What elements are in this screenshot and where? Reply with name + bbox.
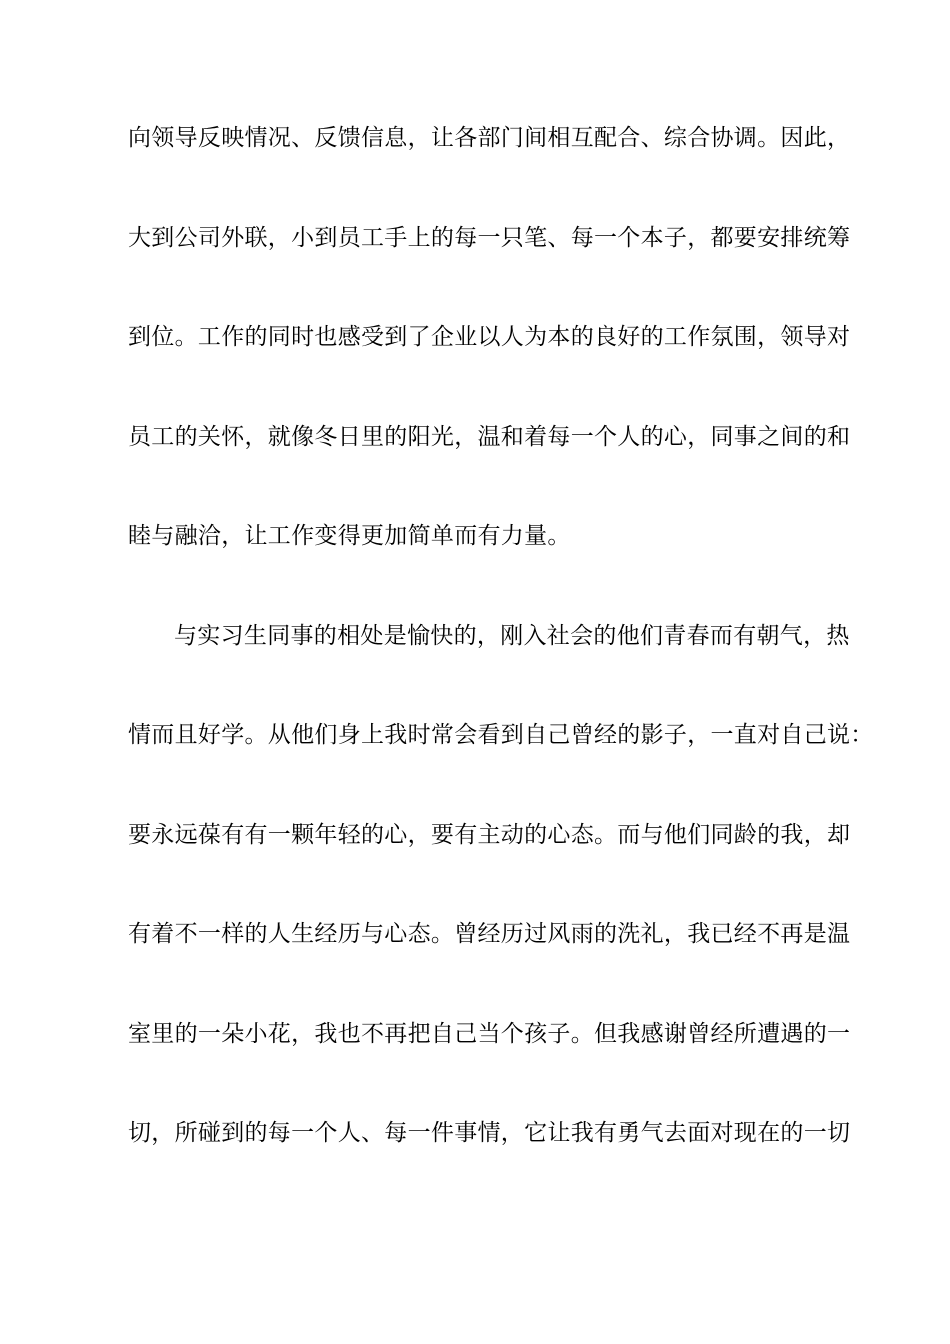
text-line: 有着不一样的人生经历与心态。曾经历过风雨的洗礼，我已经不再是温 <box>128 921 851 947</box>
text-line: 大到公司外联，小到员工手上的每一只笔、每一个本子，都要安排统筹 <box>128 225 851 251</box>
paragraph-first-line: 与实习生同事的相处是愉快的，刚入社会的他们青春而有朝气，热 <box>174 623 850 649</box>
text-line: 室里的一朵小花，我也不再把自己当个孩子。但我感谢曾经所遭遇的一 <box>128 1021 851 1047</box>
text-line: 要永远葆有有一颗年轻的心，要有主动的心态。而与他们同龄的我，却 <box>128 822 851 848</box>
text-line: 切，所碰到的每一个人、每一件事情，它让我有勇气去面对现在的一切 <box>128 1120 851 1146</box>
text-line: 员工的关怀，就像冬日里的阳光，温和着每一个人的心，同事之间的和 <box>128 424 851 450</box>
text-line: 向领导反映情况、反馈信息，让各部门间相互配合、综合协调。因此， <box>128 125 851 151</box>
text-line: 睦与融洽，让工作变得更加简单而有力量。 <box>128 523 571 549</box>
text-line: 情而且好学。从他们身上我时常会看到自己曾经的影子，一直对自己说： <box>128 722 874 748</box>
text-line: 到位。工作的同时也感受到了企业以人为本的良好的工作氛围，领导对 <box>128 324 851 350</box>
